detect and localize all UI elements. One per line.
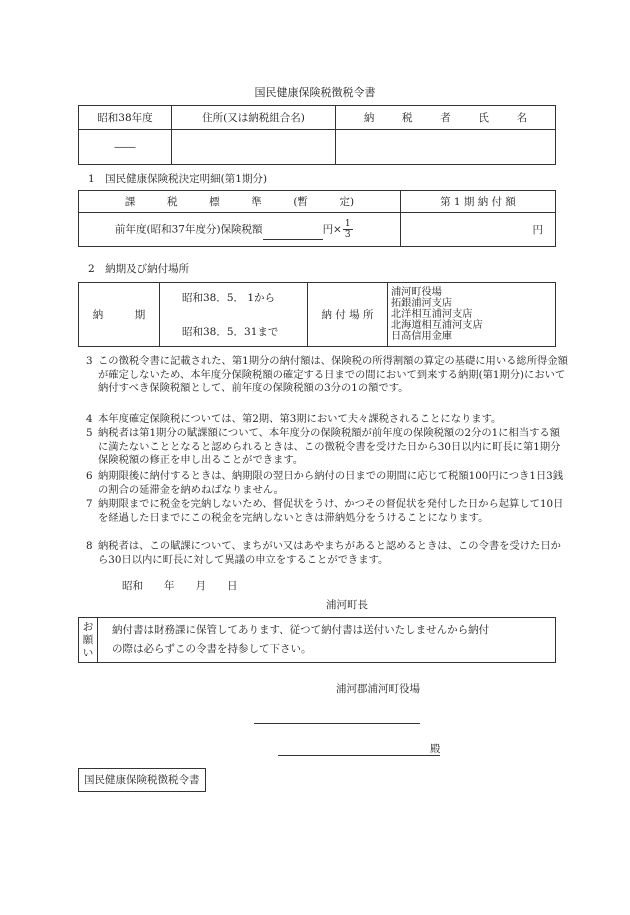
- issuer: 浦河町長: [326, 599, 368, 611]
- fiscal-year-value-cell: ――: [79, 130, 172, 165]
- request-label-char: 願: [82, 633, 94, 646]
- note-number: 7: [86, 498, 93, 510]
- note-7: [86, 498, 568, 525]
- yen-times: 円×: [322, 223, 342, 236]
- header-char: 納: [363, 112, 375, 124]
- note-number: 8: [86, 540, 93, 552]
- due-date-label-cell: 納 期: [79, 283, 160, 347]
- section1-heading: 1 国民健康保険税決定明細(第1期分): [88, 173, 268, 185]
- header-char: 定): [339, 196, 355, 208]
- note-6: [86, 470, 568, 497]
- note-text: 納税者は、この賦課について、まちがい又はあやまちがあると認めるときは、この令書を受けた日から30日以内に町長に対して異議の申立をすることができます。: [98, 540, 561, 566]
- fiscal-year-cell: 昭和38年度: [79, 106, 172, 130]
- request-label-char: い: [82, 646, 94, 659]
- payment-place-label-cell: 納 付 場 所: [308, 283, 388, 347]
- one-third-fraction: [343, 219, 353, 240]
- note-8: [86, 540, 568, 567]
- due-date-from: 昭和38．5． 1から: [182, 291, 276, 304]
- header-table: [78, 105, 556, 165]
- note-number: 5: [86, 427, 93, 439]
- note-text: この徴税令書に記載された、第1期分の納付額は、保険税の所得割額の算定の基礎に用いる総所得金額が確定しないため、本年度分保険税額の確定する日までの間において到来する納期(第1期分)において納付すべき保険税額として、前年度の保険税額の3分の1の額です。: [98, 355, 568, 394]
- address-value-cell: [172, 130, 336, 165]
- header-char: 氏: [478, 112, 489, 124]
- due-date-range-cell: [160, 283, 308, 347]
- note-number: 4: [86, 413, 93, 425]
- taxpayer-name-value-cell: [336, 130, 556, 165]
- header-char: 標: [209, 196, 220, 208]
- payment-place: 日高信用金庫: [391, 331, 453, 342]
- header-char: 課: [124, 196, 136, 208]
- payment-place: 浦河町役場: [391, 287, 442, 298]
- tax-detail-table: [78, 190, 556, 247]
- note-text: 納期限後に納付するときは、納期限の翌日から納付の日までの期間に応じて税額100円につき1日3銭の割合の延滞金を納めねばなりません。: [98, 470, 564, 496]
- request-text-cell: [98, 618, 556, 663]
- request-label-cell: [79, 618, 98, 663]
- due-date-to: 昭和38．5．31まで: [182, 325, 279, 338]
- amount-blank-line: [263, 229, 323, 240]
- header-char: (暫: [293, 196, 308, 208]
- note-3: [86, 355, 568, 396]
- first-payment-value-cell: 円: [401, 213, 556, 247]
- payment-place-list-cell: [388, 283, 556, 347]
- note-number: 6: [86, 470, 93, 482]
- issue-date: 昭和 年 月 日: [122, 580, 238, 592]
- payment-place: 拓銀浦河支店: [391, 298, 453, 309]
- header-char: 名: [516, 112, 528, 124]
- note-5: [86, 427, 568, 468]
- note-text: 納期限までに税金を完納しないため、督促状をうけ、かつその督促状を発付した日から起算して10日を経過した日までにこの税金を完納しないときは滞納処分をうけることになります。: [98, 498, 564, 524]
- note-number: 3: [86, 355, 93, 367]
- fraction-numerator: 1: [344, 219, 351, 229]
- note-text: 納税者は第1期分の賦課額について、本年度分の保険税額が前年度の保険税額の2分の1に相当する額に満たないこととなると認められるときは、この徴税令書を受けた日から30日以内に町長に第1期分保険税額の修正を申し出ることができます。: [98, 427, 561, 466]
- header-char: 税: [166, 196, 178, 208]
- prior-year-tax-label: 前年度(昭和37年度分)保険税額: [115, 223, 263, 236]
- address-header-cell: 住所(又は納税組合名): [172, 106, 336, 130]
- request-box: [78, 617, 556, 663]
- tax-base-value-cell: [79, 213, 401, 247]
- request-line: の際は必らずこの令書を持参して下さい。: [112, 643, 312, 655]
- tax-base-header-cell: [79, 191, 401, 213]
- taxpayer-name-header-cell: [336, 106, 556, 130]
- first-payment-header-cell: 第 1 期 納 付 額: [401, 191, 556, 213]
- address-office: 浦河郡浦河町役場: [336, 683, 420, 695]
- document-title: 国民健康保険税徴税令書: [254, 86, 376, 99]
- footer-label: 国民健康保険税徴税令書: [78, 768, 206, 792]
- payment-place: 北洋相互浦河支店: [391, 309, 473, 320]
- header-char: 税: [402, 112, 413, 124]
- payment-schedule-table: [78, 282, 556, 347]
- payment-place: 北海道相互浦河支店: [391, 320, 483, 331]
- fraction-denominator: 3: [344, 230, 351, 240]
- name-blank-line: [278, 755, 440, 756]
- address-blank-line: [254, 723, 420, 724]
- request-line: 納付書は財務課に保管してあります、従つて納付書は送付いたしませんから納付: [112, 624, 490, 636]
- section2-heading: 2 納期及び納付場所: [88, 263, 190, 275]
- honorific: 殿: [430, 743, 441, 755]
- header-char: 準: [251, 196, 262, 208]
- request-label-char: お: [82, 620, 94, 633]
- note-text: 本年度確定保険税については、第2期、第3期において夫々課税されることになります。: [98, 413, 502, 425]
- header-char: 者: [440, 112, 451, 124]
- note-4: [86, 413, 568, 427]
